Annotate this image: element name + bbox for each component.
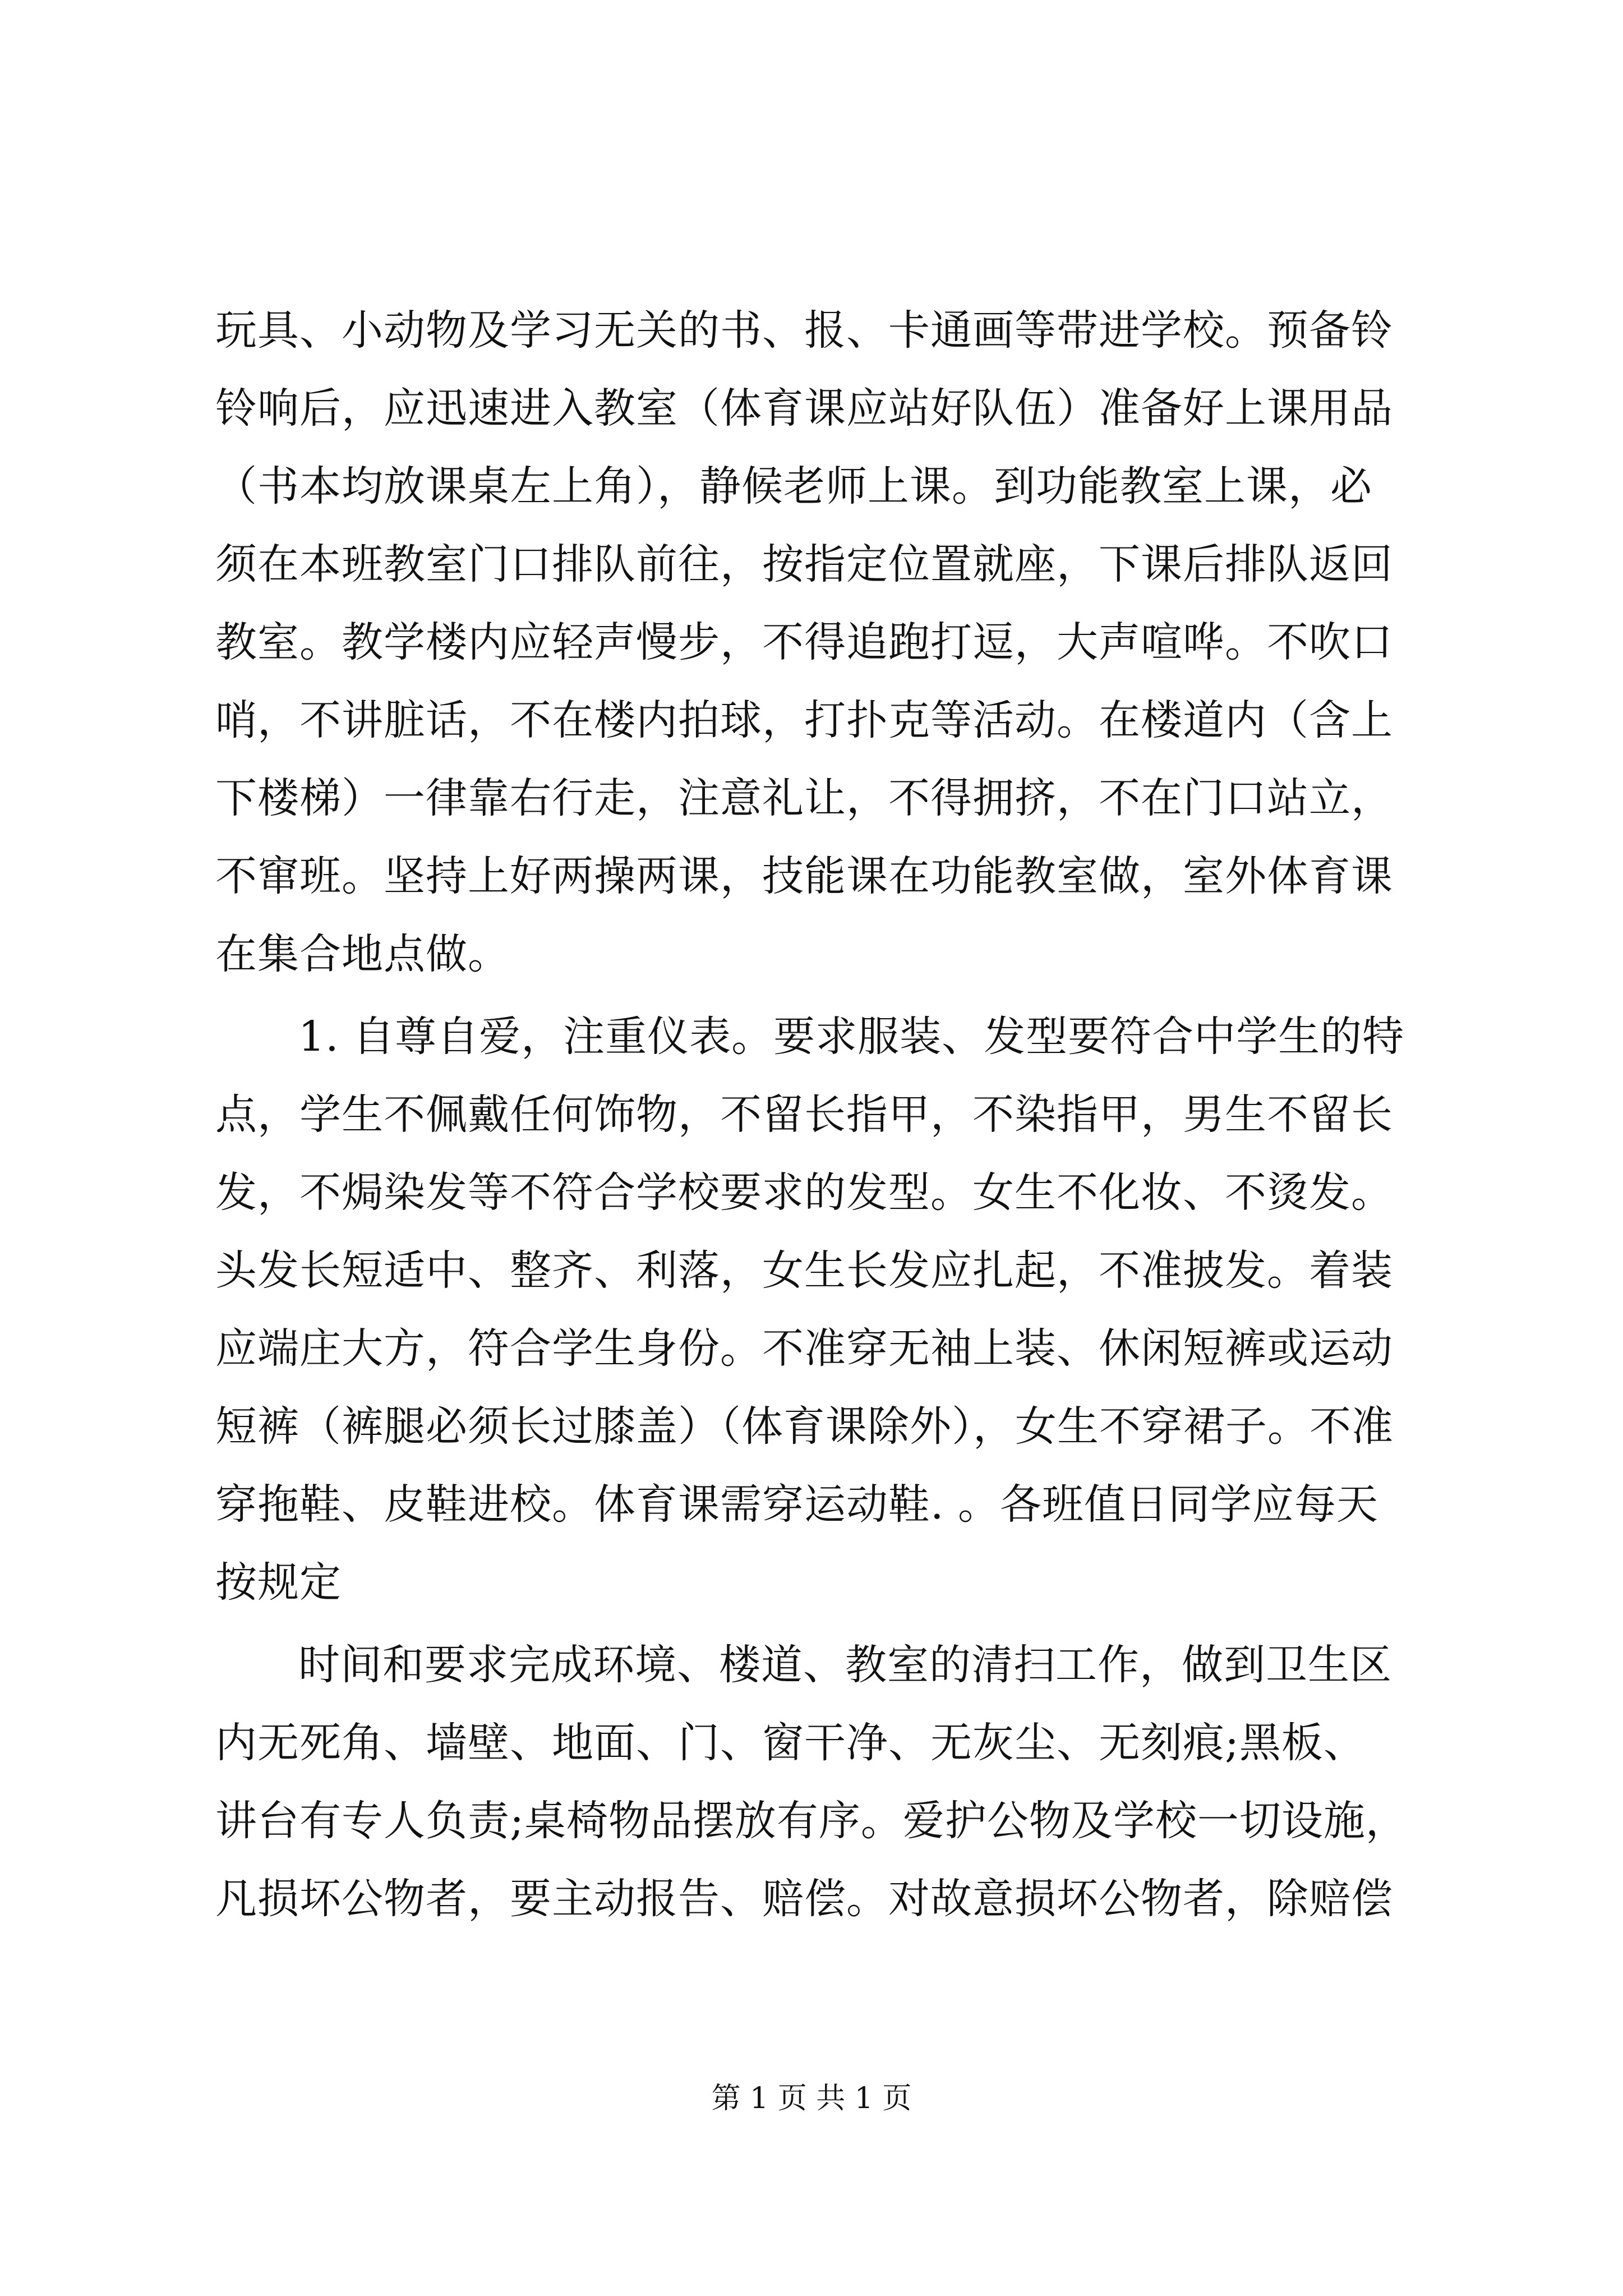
text-line: 应端庄大方，符合学生身份。不准穿无袖上装、休闲短裤或运动: [215, 1324, 1393, 1373]
text-line: 玩具、小动物及学习无关的书、报、卡通画等带进学校。预备铃: [215, 306, 1393, 355]
text-line: 教室。教学楼内应轻声慢步，不得追跑打逗，大声喧哗。不吹口: [215, 618, 1393, 666]
text-line: 穿拖鞋、皮鞋进校。体育课需穿运动鞋. 。各班值日同学应每天: [215, 1480, 1379, 1529]
document-body: [215, 292, 1427, 1938]
text-line: 凡损坏公物者，要主动报告、赔偿。对故意损坏公物者，除赔偿: [215, 1875, 1393, 1923]
paragraph-1: [215, 292, 1427, 993]
text-line: 短裤（裤腿必须长过膝盖）（体育课除外），女生不穿裙子。不准: [215, 1402, 1394, 1451]
text-line: 铃响后，应迅速进入教室（体育课应站好队伍）准备好上课用品: [215, 384, 1393, 432]
text-line: 按规定: [215, 1558, 342, 1607]
paragraph-gap: [215, 1622, 1427, 1626]
text-line: 内无死角、墙壁、地面、门、窗干净、无灰尘、无刻痕;黑板、: [215, 1719, 1366, 1767]
text-line: 下楼梯）一律靠右行走，注意礼让，不得拥挤，不在门口站立，: [215, 774, 1393, 822]
text-line: 在集合地点做。: [215, 930, 510, 978]
text-line: 须在本班教室门口排队前往，按指定位置就座，下课后排队返回: [215, 540, 1393, 588]
text-line: （书本均放课桌左上角），静候老师上课。到功能教室上课，必: [215, 462, 1372, 510]
paragraph-gap: [215, 993, 1427, 998]
text-line: 不窜班。坚持上好两操两课，技能课在功能教室做，室外体育课: [215, 852, 1393, 900]
paragraph-2: [215, 998, 1427, 1622]
text-line: 讲台有专人负责;桌椅物品摆放有序。爱护公物及学校一切设施，: [215, 1797, 1408, 1845]
paragraph-3: [215, 1626, 1427, 1938]
text-line: 哨，不讲脏话，不在楼内拍球，打扑克等活动。在楼道内（含上: [215, 696, 1393, 744]
text-line: 头发长短适中、整齐、利落，女生长发应扎起，不准披发。着装: [215, 1246, 1393, 1295]
page-number-label: 第 1 页 共 1 页: [711, 2082, 912, 2115]
text-line: 时间和要求完成环境、楼道、教室的清扫工作，做到卫生区: [298, 1641, 1392, 1689]
page-footer: [0, 2079, 1623, 2118]
text-line: 发，不焗染发等不符合学校要求的发型。女生不化妆、不烫发。: [215, 1168, 1393, 1217]
text-line: 1. 自尊自爱，注重仪表。要求服装、发型要符合中学生的特: [298, 1013, 1405, 1061]
text-line: 点，学生不佩戴任何饰物，不留长指甲，不染指甲，男生不留长: [215, 1091, 1393, 1139]
